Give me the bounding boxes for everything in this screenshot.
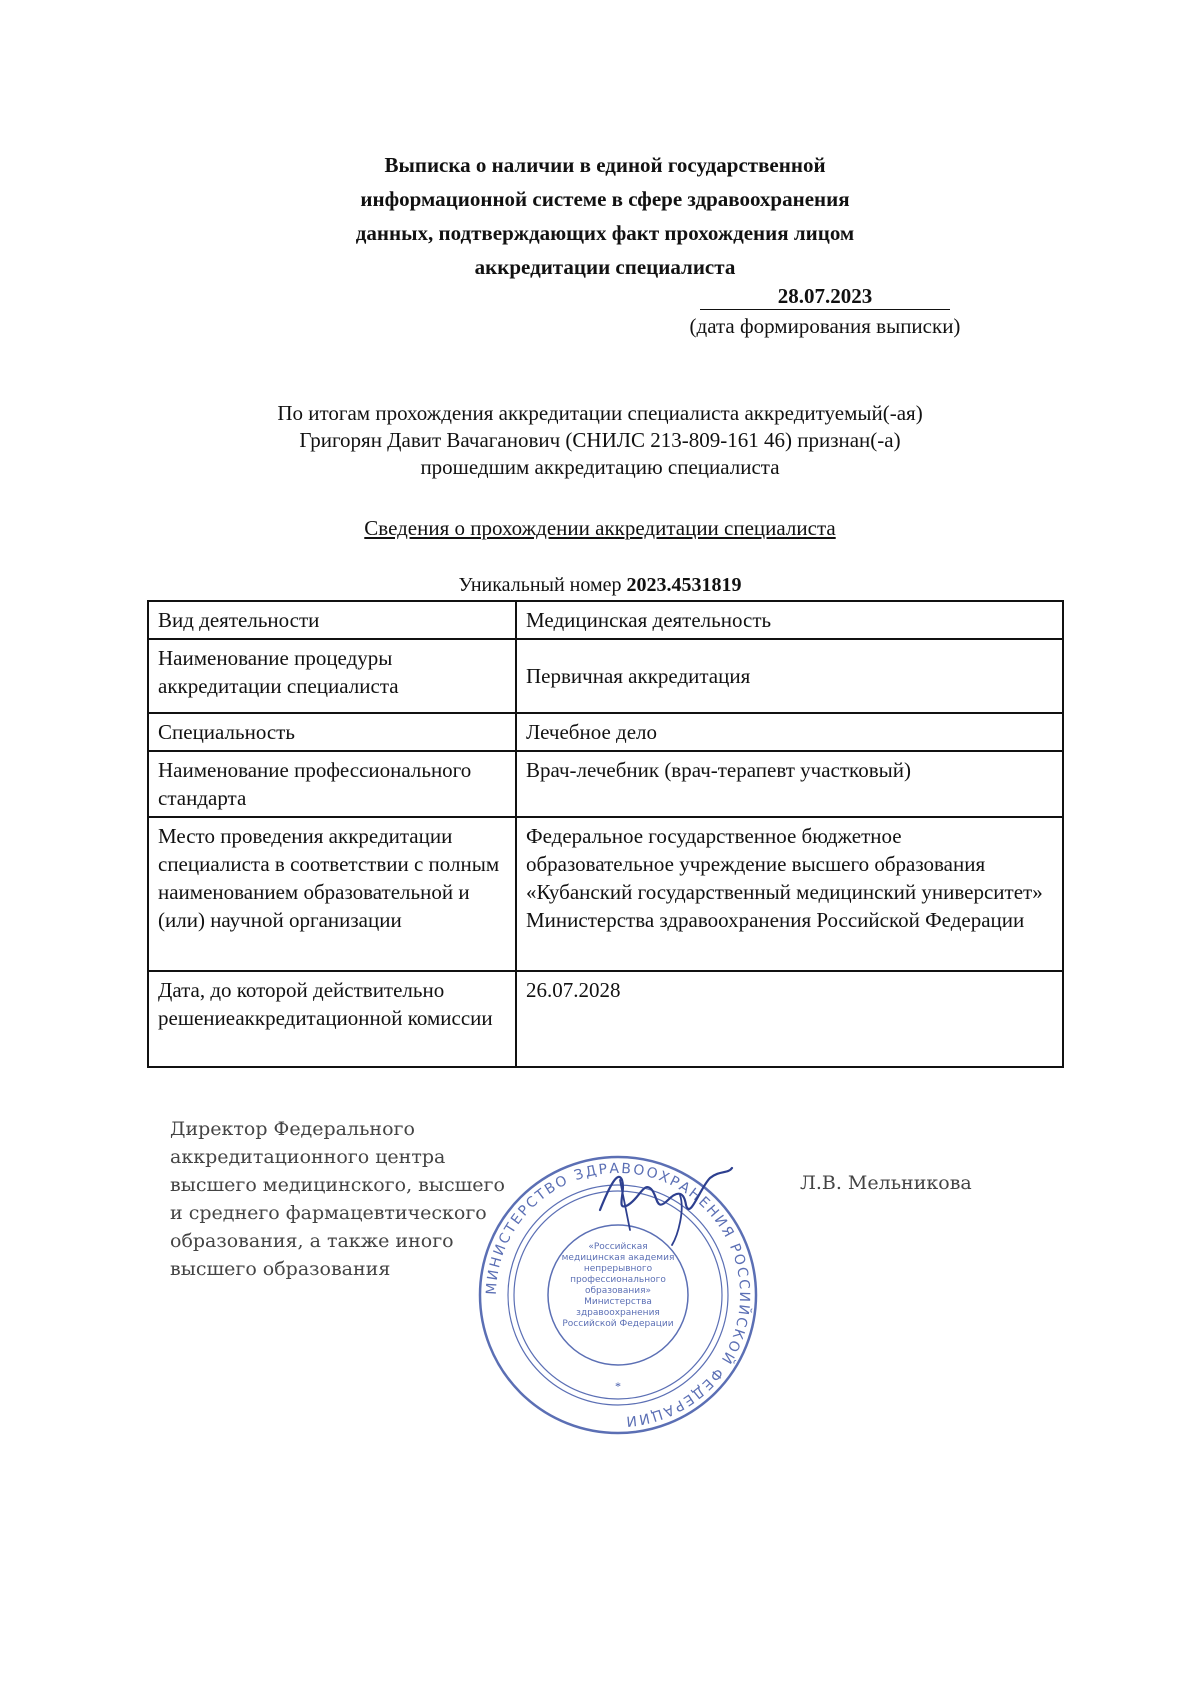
row-label: Место проведения аккредитации специалиста в соответствии с полным наименованием образовательной и (или) научной организации [148, 817, 516, 971]
signatory-line: аккредитационного центра [170, 1146, 446, 1168]
document-title [0, 148, 1200, 284]
row-value: Первичная аккредитация [516, 639, 1063, 713]
table-row [148, 601, 1063, 639]
section-title: Сведения о прохождении аккредитации специалиста [364, 516, 836, 540]
title-line: аккредитации специалиста [474, 255, 736, 279]
accreditation-table [147, 600, 1064, 1068]
signatory-line: Директор Федерального [170, 1118, 415, 1140]
row-label: Наименование процедуры аккредитации специалиста [148, 639, 516, 713]
row-value: Медицинская деятельность [516, 601, 1063, 639]
row-value: Федеральное государственное бюджетное образовательное учреждение высшего образования «Кубанский государственный медицинский университет» Министерства здравоохранения Российской Федерации [516, 817, 1063, 971]
stamp-outer-text: МИНИСТЕРСТВО ЗДРАВООХРАНЕНИЯ РОССИЙСКОЙ ФЕДЕРАЦИИ [483, 1160, 753, 1429]
row-value: Врач-лечебник (врач-терапевт участковый) [516, 751, 1063, 817]
unique-number-line [0, 574, 1200, 597]
issue-date: 28.07.2023 [700, 283, 950, 310]
title-line: Выписка о наличии в единой государственной [384, 153, 826, 177]
issue-date-block [655, 283, 995, 340]
handwritten-signature [560, 1150, 760, 1260]
row-label: Наименование профессионального стандарта [148, 751, 516, 817]
row-label: Специальность [148, 713, 516, 751]
row-label: Вид деятельности [148, 601, 516, 639]
signatory-line: и среднего фармацевтического [170, 1202, 487, 1224]
intro-paragraph [0, 400, 1200, 481]
table-row [148, 639, 1063, 713]
signatory-line: высшего образования [170, 1258, 391, 1280]
title-line: информационной системе в сфере здравоохранения [360, 187, 850, 211]
signatory-name: Л.В. Мельникова [800, 1172, 972, 1194]
signatory-line: образования, а также иного [170, 1230, 454, 1252]
intro-line: По итогам прохождения аккредитации специалиста аккредитуемый(-ая) [277, 401, 923, 425]
intro-line: прошедшим аккредитацию специалиста [420, 455, 780, 479]
stamp-star-icon: * [615, 1379, 621, 1393]
table-row [148, 713, 1063, 751]
stamp-center-text: «Российская медицинская академия непрерывного профессионального образования» Министерства здравоохранения Российской Федерации [561, 1242, 675, 1329]
signatory-line: высшего медицинского, высшего [170, 1174, 505, 1196]
row-value: Лечебное дело [516, 713, 1063, 751]
issue-date-caption: (дата формирования выписки) [689, 314, 961, 338]
title-line: данных, подтверждающих факт прохождения лицом [355, 221, 855, 245]
unique-number-label: Уникальный номер [458, 574, 622, 596]
table-row [148, 971, 1063, 1067]
table-row [148, 751, 1063, 817]
table-row [148, 817, 1063, 971]
row-label: Дата, до которой действительно решениеаккредитационной комиссии [148, 971, 516, 1067]
unique-number: 2023.4531819 [626, 574, 742, 596]
row-value: 26.07.2028 [516, 971, 1063, 1067]
intro-line: Григорян Давит Вачаганович (СНИЛС 213-809-161 46) признан(-а) [299, 428, 901, 452]
